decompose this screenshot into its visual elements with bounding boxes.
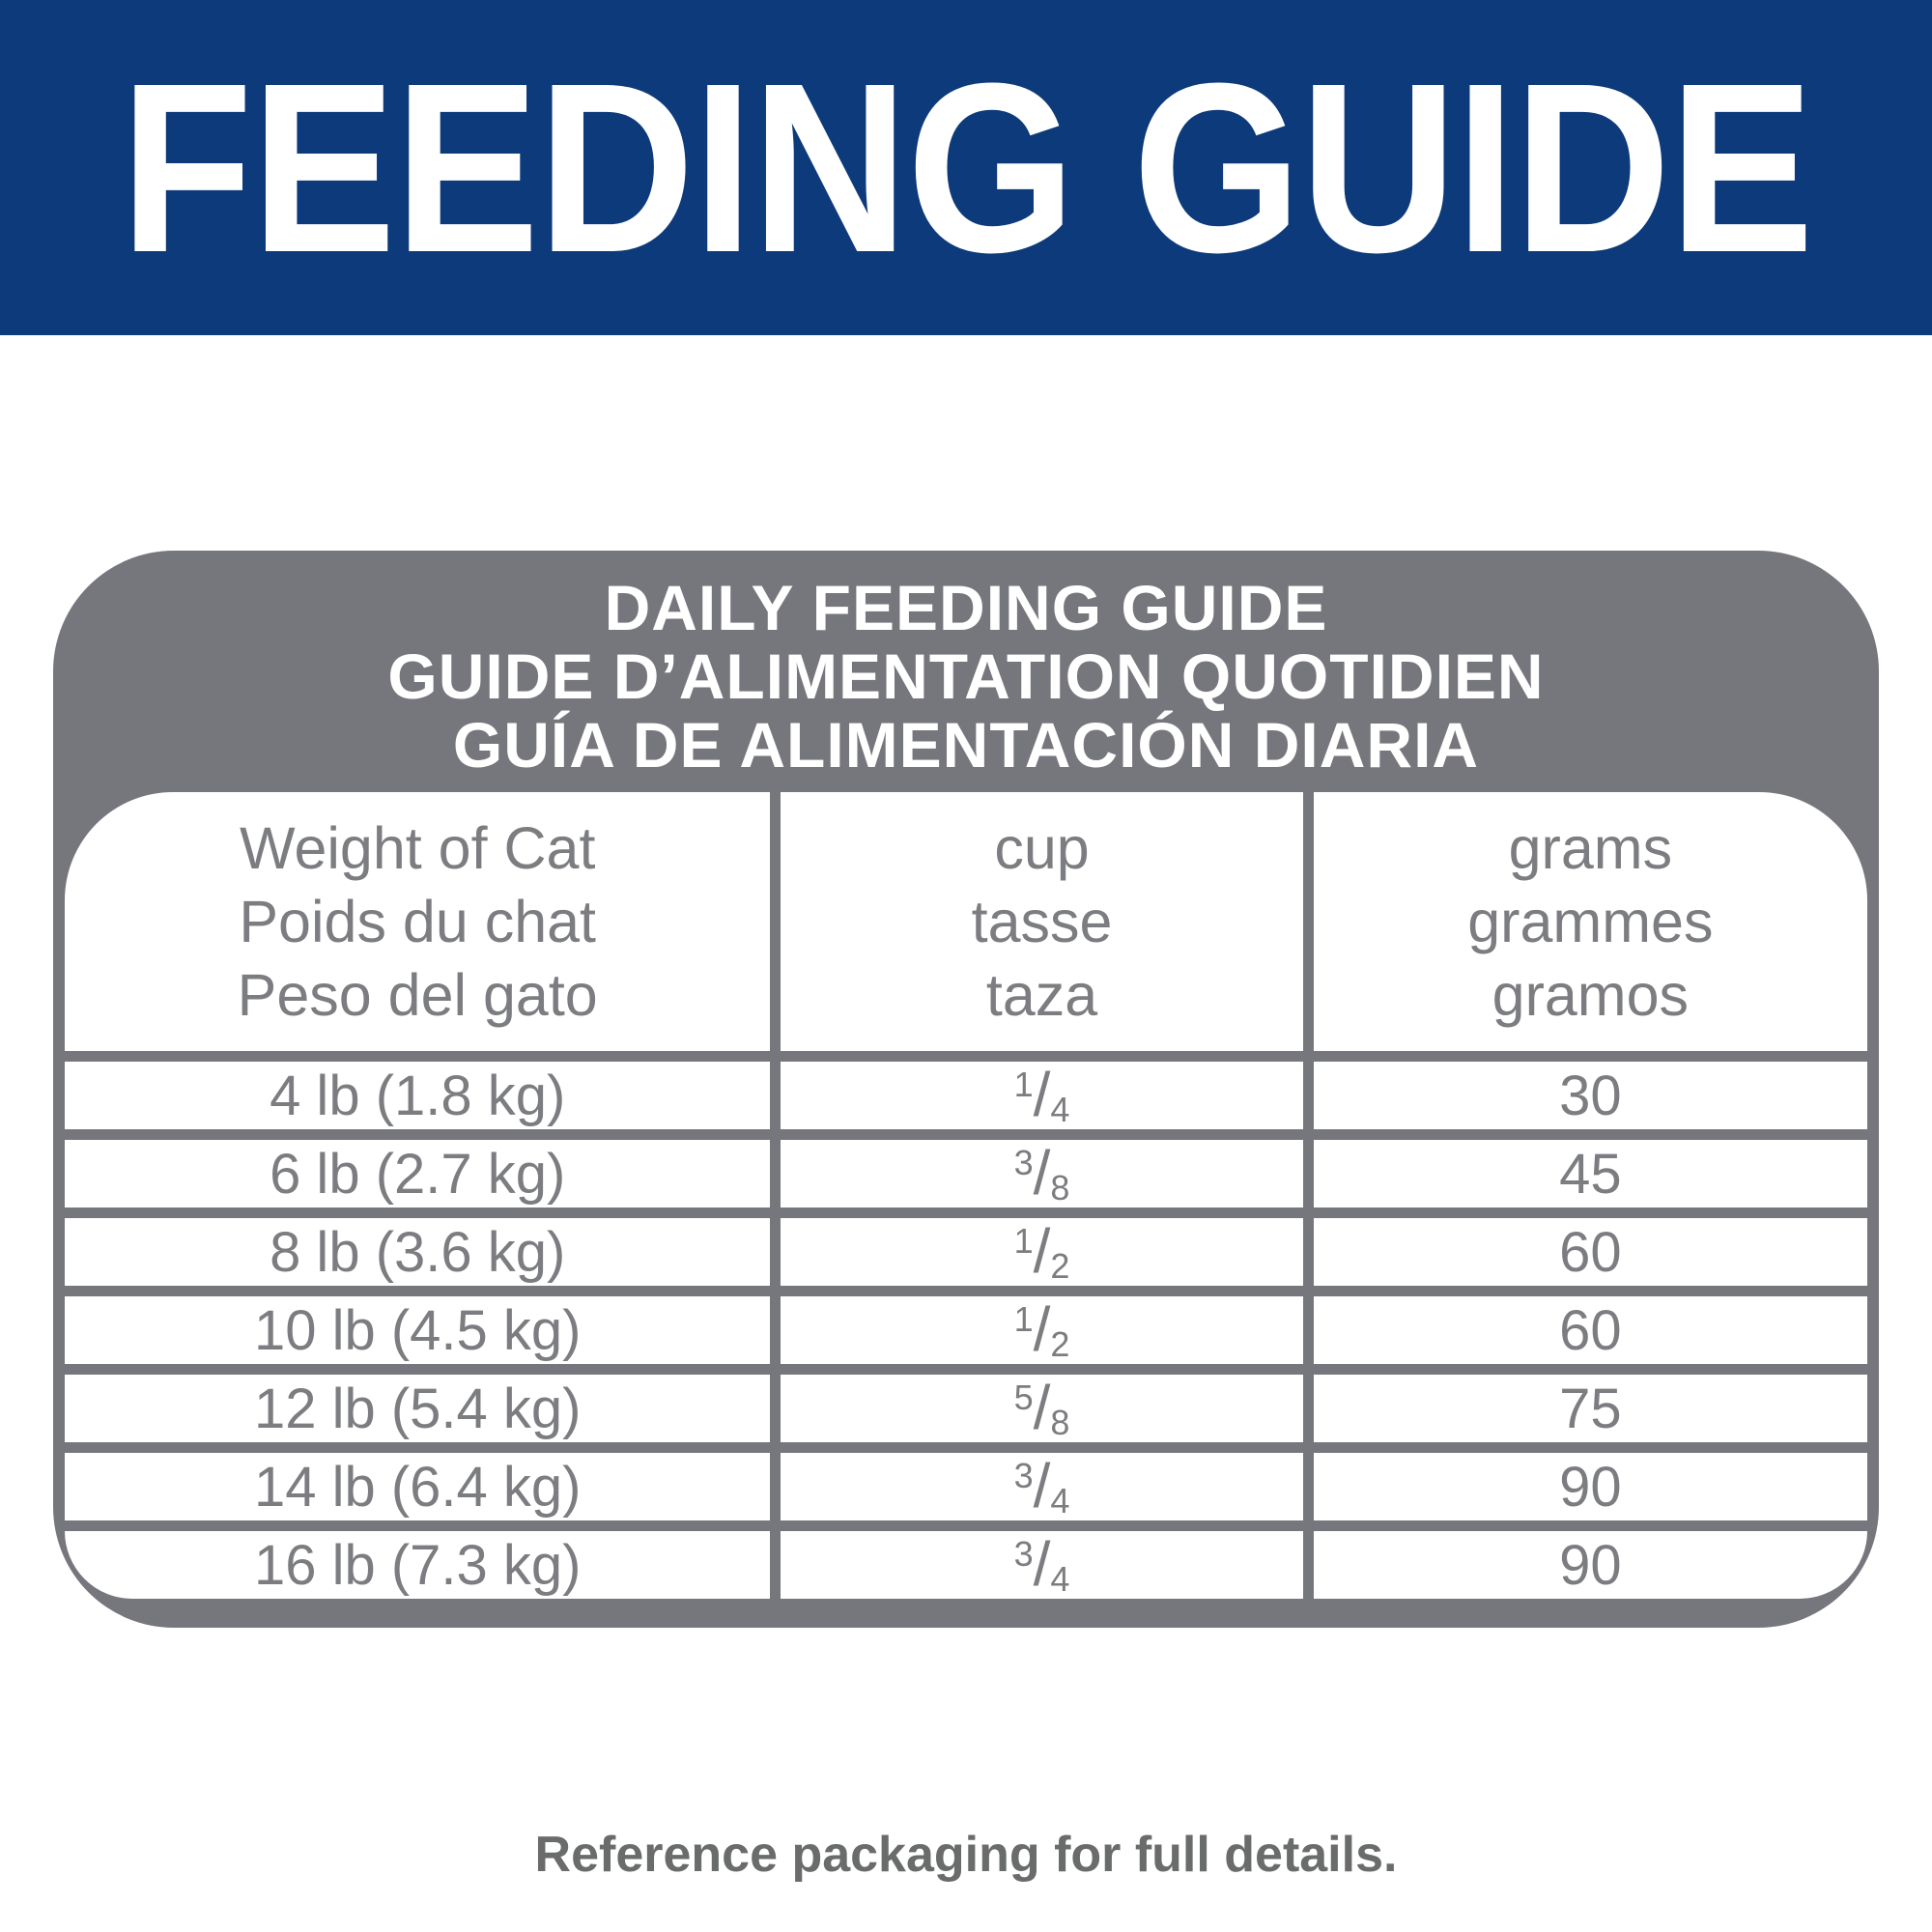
fraction-numerator: 1 — [1013, 1065, 1034, 1104]
feeding-guide-banner — [0, 0, 1932, 335]
heading-line-french: GUIDE D’ALIMENTATION QUOTIDIEN — [387, 640, 1545, 712]
grams-cell: 90 — [1314, 1531, 1867, 1599]
grams-cell: 75 — [1314, 1375, 1867, 1442]
header-weight-es: Peso del gato — [237, 962, 598, 1028]
fraction-denominator: 8 — [1050, 1168, 1070, 1208]
weight-cell: 16 lb (7.3 kg) — [65, 1531, 770, 1599]
fraction-numerator: 3 — [1013, 1534, 1034, 1574]
fraction-denominator: 4 — [1050, 1559, 1070, 1599]
fraction-denominator: 2 — [1050, 1246, 1070, 1286]
fraction-slash: / — [1033, 1216, 1051, 1286]
fraction-numerator: 1 — [1013, 1221, 1034, 1261]
footer-note: Reference packaging for full details. — [534, 1827, 1398, 1883]
fraction-denominator: 4 — [1050, 1481, 1070, 1520]
header-weight-en: Weight of Cat — [239, 815, 596, 881]
weight-cell: 8 lb (3.6 kg) — [65, 1218, 770, 1286]
grams-cell: 30 — [1314, 1062, 1867, 1129]
header-cell-weight — [65, 792, 770, 1051]
header-grams-en: grams — [1508, 815, 1673, 881]
weight-cell: 14 lb (6.4 kg) — [65, 1453, 770, 1520]
cup-cell — [781, 1375, 1302, 1442]
header-cup-en: cup — [994, 815, 1090, 881]
cup-cell — [781, 1531, 1302, 1599]
cup-fraction — [1013, 1060, 1070, 1129]
grams-cell: 60 — [1314, 1296, 1867, 1364]
header-weight-fr: Poids du chat — [239, 889, 597, 954]
fraction-numerator: 3 — [1013, 1456, 1034, 1495]
fraction-slash: / — [1033, 1294, 1051, 1364]
cup-fraction — [1013, 1529, 1070, 1599]
fraction-numerator: 5 — [1013, 1378, 1034, 1417]
cup-fraction — [1013, 1216, 1070, 1286]
header-grams-es: gramos — [1492, 962, 1690, 1028]
grams-cell: 90 — [1314, 1453, 1867, 1520]
grams-cell: 60 — [1314, 1218, 1867, 1286]
cup-cell — [781, 1296, 1302, 1364]
weight-cell: 4 lb (1.8 kg) — [65, 1062, 770, 1129]
header-cup-fr: tasse — [971, 889, 1113, 954]
weight-cell: 10 lb (4.5 kg) — [65, 1296, 770, 1364]
fraction-slash: / — [1033, 1060, 1051, 1129]
weight-cell: 6 lb (2.7 kg) — [65, 1140, 770, 1208]
weight-cell: 12 lb (5.4 kg) — [65, 1375, 770, 1442]
daily-feeding-guide-card — [53, 551, 1879, 1628]
grams-cell: 45 — [1314, 1140, 1867, 1208]
fraction-numerator: 3 — [1013, 1143, 1034, 1182]
cup-fraction — [1013, 1373, 1070, 1442]
header-cell-grams — [1314, 792, 1867, 1051]
daily-feeding-guide-heading — [65, 568, 1867, 780]
fraction-slash: / — [1033, 1451, 1051, 1520]
cup-fraction — [1013, 1138, 1070, 1208]
fraction-slash: / — [1033, 1138, 1051, 1208]
cup-cell — [781, 1453, 1302, 1520]
fraction-denominator: 4 — [1050, 1090, 1070, 1129]
cup-cell — [781, 1062, 1302, 1129]
fraction-numerator: 1 — [1013, 1299, 1034, 1339]
fraction-slash: / — [1033, 1529, 1051, 1599]
heading-line-english: DAILY FEEDING GUIDE — [604, 572, 1328, 643]
fraction-slash: / — [1033, 1373, 1051, 1442]
fraction-denominator: 2 — [1050, 1324, 1070, 1364]
header-cell-cup — [781, 792, 1302, 1051]
cup-fraction — [1013, 1294, 1070, 1364]
cup-cell — [781, 1140, 1302, 1208]
header-grams-fr: grammes — [1467, 889, 1714, 954]
feeding-table — [65, 792, 1867, 1599]
heading-line-spanish: GUÍA DE ALIMENTACIÓN DIARIA — [452, 709, 1480, 781]
header-cup-es: taza — [985, 962, 1098, 1028]
cup-cell — [781, 1218, 1302, 1286]
fraction-denominator: 8 — [1050, 1403, 1070, 1442]
cup-fraction — [1013, 1451, 1070, 1520]
feeding-guide-banner-title: FEEDING GUIDE — [120, 32, 1812, 302]
